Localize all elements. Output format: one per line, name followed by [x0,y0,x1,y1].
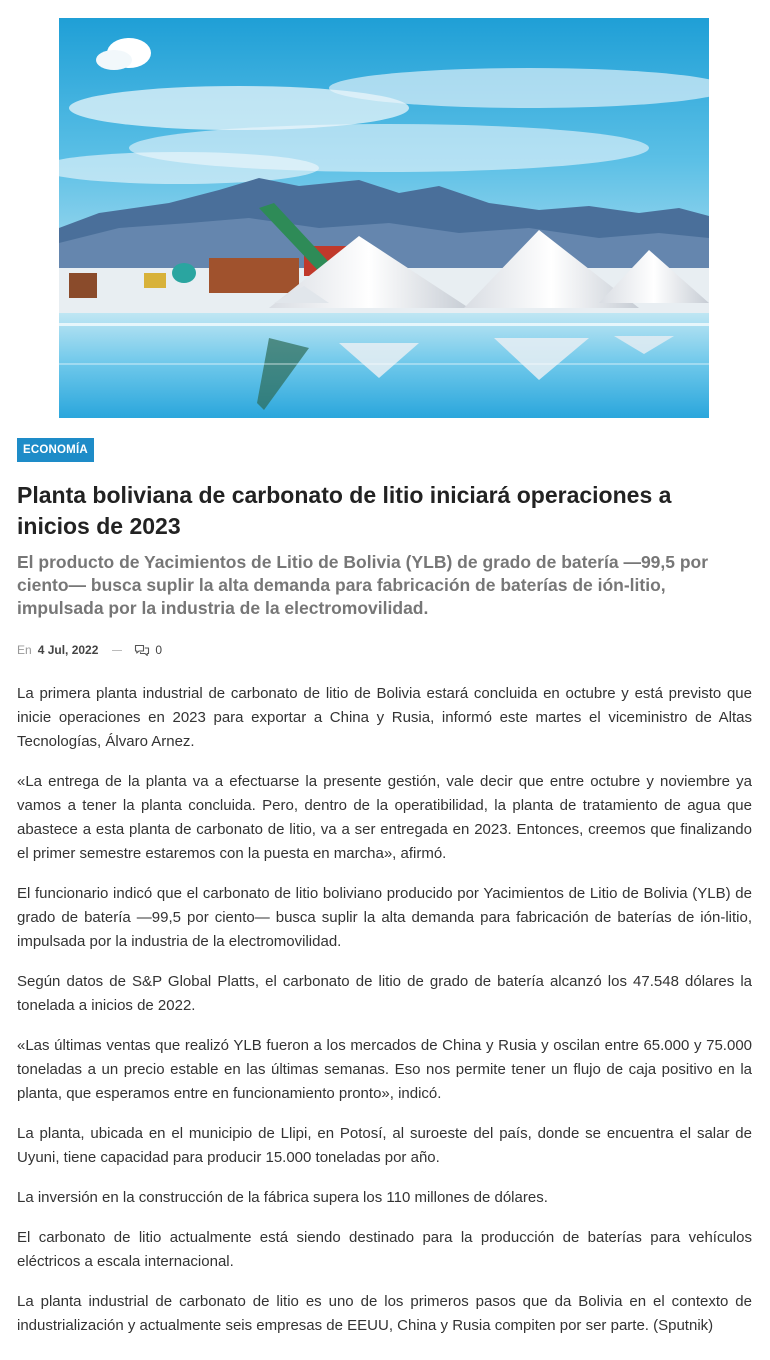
article-body [17,682,752,1354]
category-badge[interactable]: ECONOMÍA [17,438,94,462]
paragraph: «La entrega de la planta va a efectuarse la presente gestión, vale decir que entre octubre y noviembre ya vamos a tener la planta concluida. Pero, dentro de la operatibilidad, la planta de tratamiento de agua que abastece a esta planta de carbonato de litio, va a ser entregada en 2023. Entonces, creemos que finalizando el primer semestre estaremos con la puesta en marcha», afirmó. [17,773,752,862]
salt-flat-illustration [59,18,709,418]
meta-divider [112,650,122,651]
paragraph: El carbonato de litio actualmente está siendo destinado para la producción de baterías para vehículos eléctricos a escala internacional. [17,1229,752,1270]
paragraph: La planta, ubicada en el municipio de Llipi, en Potosí, al suroeste del país, donde se encuentra el salar de Uyuni, tiene capacidad para producir 15.000 toneladas por año. [17,1125,752,1166]
article-title: Planta boliviana de carbonato de litio iniciará operaciones a inicios de 2023 [17,482,672,539]
paragraph: El funcionario indicó que el carbonato de litio boliviano producido por Yacimientos de Litio de Bolivia (YLB) de grado de batería —99,5 por ciento— busca suplir la alta demanda para fabricación de baterías de ión-litio, impulsada por la industria de la electromovilidad. [17,885,752,950]
publish-date[interactable]: 4 Jul, 2022 [37,643,99,657]
comment-bubbles-icon [134,644,150,657]
paragraph: Según datos de S&P Global Platts, el carbonato de litio de grado de batería alcanzó los 47.548 dólares la tonelada a inicios de 2022. [17,973,752,1014]
paragraph: La planta industrial de carbonato de litio es uno de los primeros pasos que da Bolivia en el contexto de industrialización y actualmente seis empresas de EEUU, China y Rusia compiten por ser parte. (Sputnik) [17,1293,752,1334]
paragraph: «Las últimas ventas que realizó YLB fueron a los mercados de China y Rusia y oscilan entre 65.000 y 75.000 toneladas a un precio estable en las últimas semanas. Eso nos permite tener un flujo de caja positivo en la planta, que esperamos entre en funcionamiento pronto», indicó. [17,1037,752,1102]
date-prefix: En [17,643,32,657]
paragraph: La inversión en la construcción de la fábrica supera los 110 millones de dólares. [17,1189,548,1206]
hero-image [59,18,709,418]
paragraph: La primera planta industrial de carbonato de litio de Bolivia estará concluida en octubre y está previsto que inicie operaciones en 2023 para exportar a China y Rusia, informó este martes el viceministro de Altas Tecnologías, Álvaro Arnez. [17,685,752,750]
article-meta [17,641,162,659]
comment-count: 0 [155,643,163,657]
comments-link[interactable] [134,643,162,657]
article-subtitle: El producto de Yacimientos de Litio de Bolivia (YLB) de grado de batería —99,5 por ciento— busca suplir la alta demanda para fabricación de baterías de ión-litio, impulsada por la industria de la electromovilidad. [17,552,709,618]
